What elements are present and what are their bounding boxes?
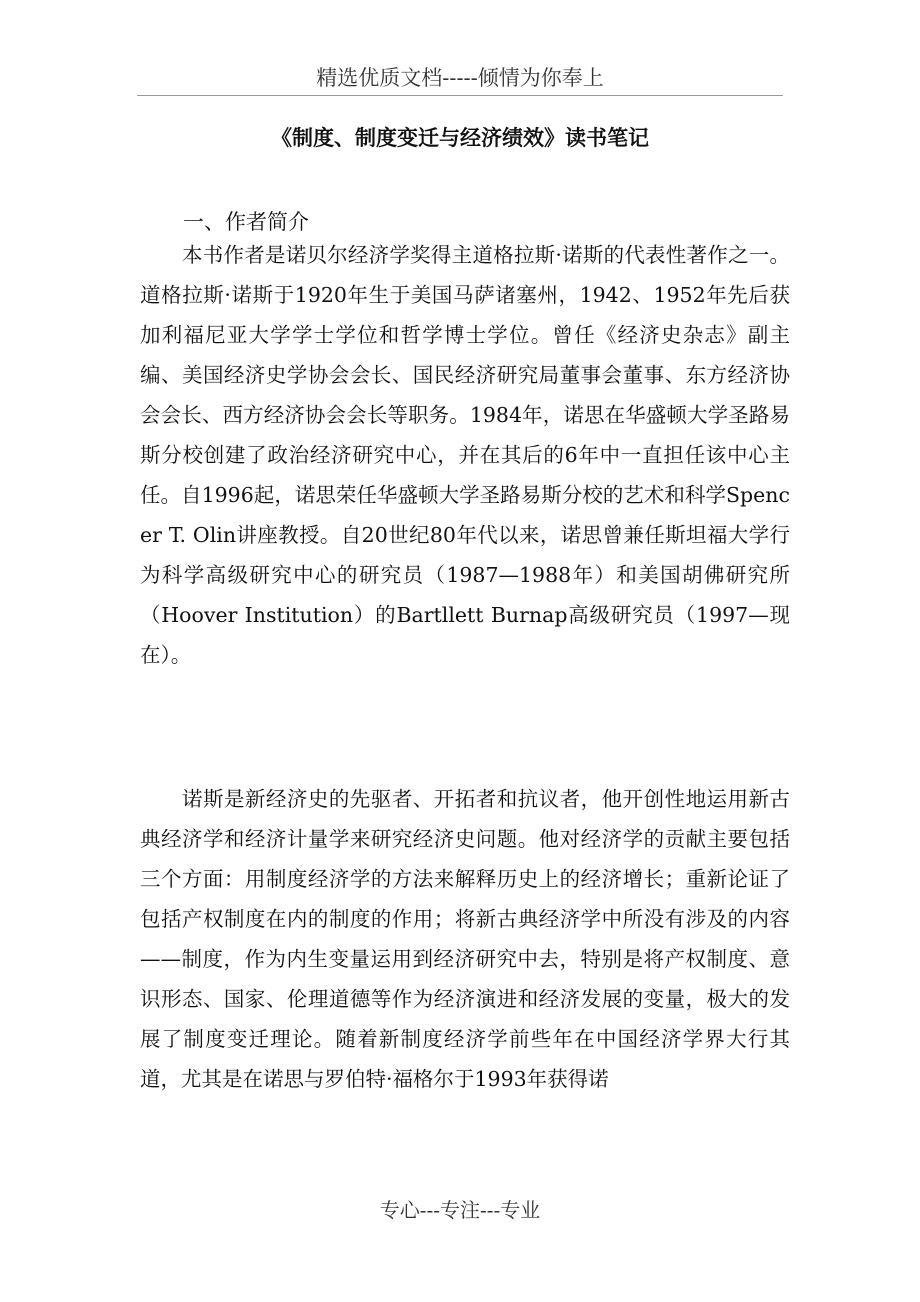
- page-header: 精选优质文档-----倾情为你奉上: [316, 66, 604, 90]
- section-heading: 一、作者简介: [183, 210, 309, 234]
- header-divider: [137, 95, 783, 96]
- paragraph-author-bio: 本书作者是诺贝尔经济学奖得主道格拉斯·诺斯的代表性著作之一。道格拉斯·诺斯于1920年生于美国马萨诸塞州，1942、1952年先后获加利福尼亚大学学士学位和哲学博士学位。曾任《经济史杂志》副主编、美国经济史学协会会长、国民经济研究局董事会董事、东方经济协会会长、西方经济协会会长等职务。1984年，诺思在华盛顿大学圣路易斯分校创建了政治经济研究中心，并在其后的6年中一直担任该中心主任。自1996起，诺思荣任华盛顿大学圣路易斯分校的艺术和科学Spencer T. Olin讲座教授。自20世纪80年代以来，诺思曾兼任斯坦福大学行为科学高级研究中心的研究员（1987—1988年）和美国胡佛研究所（Hoover Institution）的Bartllett Burnap高级研究员（1997—现在）。: [140, 243, 790, 667]
- document-title: 《制度、制度变迁与经济绩效》读书笔记: [271, 125, 649, 150]
- paragraph-contributions: 诺斯是新经济史的先驱者、开拓者和抗议者，他开创性地运用新古典经济学和经济计量学来研究经济史问题。他对经济学的贡献主要包括三个方面：用制度经济学的方法来解释历史上的经济增长；重新论证了包括产权制度在内的制度的作用；将新古典经济学中所没有涉及的内容——制度，作为内生变量运用到经济研究中去，特别是将产权制度、意识形态、国家、伦理道德等作为经济演进和经济发展的变量，极大的发展了制度变迁理论。随着新制度经济学前些年在中国经济学界大行其道，尤其是在诺思与罗伯特·福格尔于1993年获得诺: [140, 787, 790, 1091]
- page-footer: 专心---专注---专业: [379, 1198, 541, 1222]
